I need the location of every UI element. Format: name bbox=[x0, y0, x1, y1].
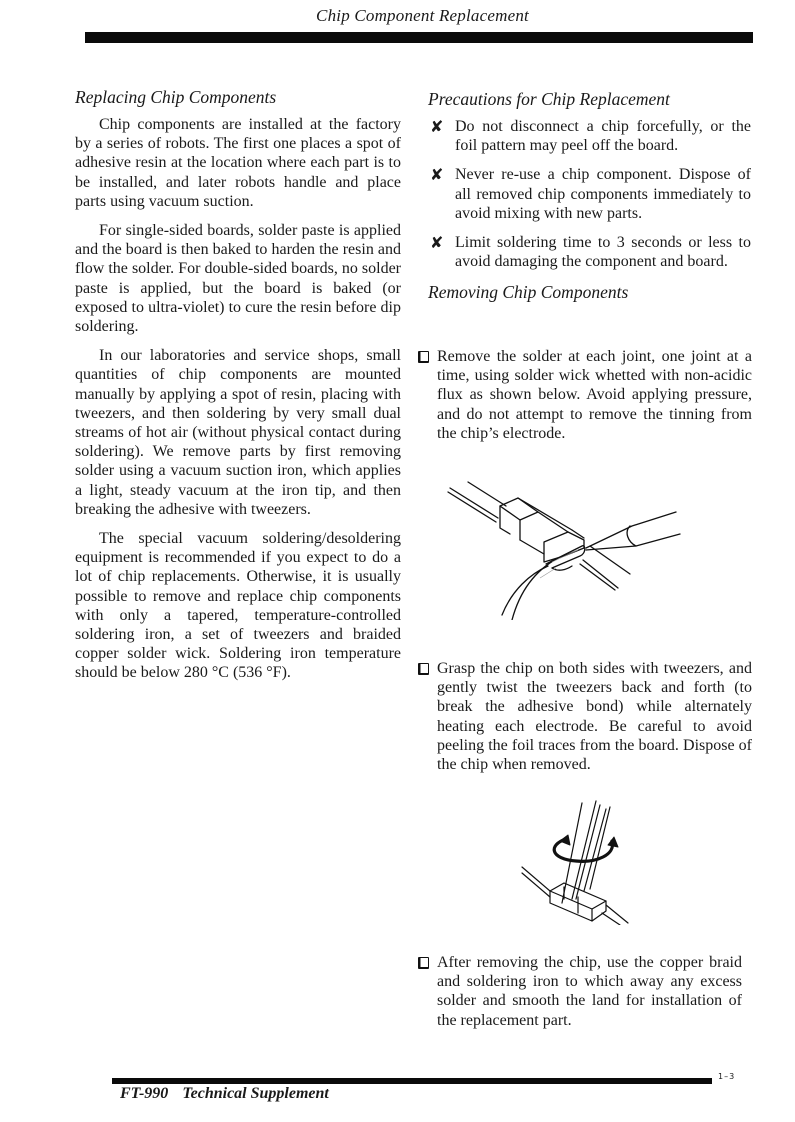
foil-trace-line bbox=[448, 492, 496, 522]
solder-wick-edge bbox=[502, 566, 548, 615]
tweezers-twist-illustration bbox=[520, 795, 630, 925]
chip-top-edge bbox=[518, 498, 572, 530]
precaution-text: Never re-use a chip component. Dispose of all removed chip components immediately to avoid mixing with new parts. bbox=[455, 166, 751, 222]
checkbox-icon bbox=[418, 957, 429, 969]
removal-step-text: Grasp the chip on both sides with tweezers, and gently twist the tweezers back and forth (to break the adhesive bond) while alternately heating each electrode. Be careful to avoid peeling the foil traces from the board. Dispose of the chip when removed. bbox=[437, 660, 752, 774]
left-column bbox=[75, 86, 401, 693]
removal-step-text: After removing the chip, use the copper braid and soldering iron to which away any excess solder and smooth the land for installation of the replacement part. bbox=[437, 954, 742, 1029]
removal-step bbox=[418, 659, 752, 774]
running-header bbox=[0, 6, 795, 26]
footer-doc-title: Technical Supplement bbox=[182, 1085, 329, 1102]
removal-step-text: Remove the solder at each joint, one joint at a time, using solder wick whetted with non-acidic flux as shown below. Avoid applying pressure, and do not attempt to remove the tinning from the chip’s electrode. bbox=[437, 348, 752, 442]
paragraph: For single-sided boards, solder paste is applied and the board is then baked to harden the resin and flow the solder. For double-sided boards, no solder paste is applied, but the board is baked (or exposed to ultra-violet) to cure the resin before dip soldering. bbox=[75, 222, 401, 336]
removal-step bbox=[418, 347, 752, 443]
precaution-text: Do not disconnect a chip forcefully, or the foil pattern may peel off the board. bbox=[455, 118, 751, 155]
foil-trace-line bbox=[450, 488, 498, 518]
soldering-iron-edge bbox=[586, 534, 680, 550]
x-mark-icon: ✘ bbox=[430, 117, 444, 136]
precaution-item bbox=[428, 165, 751, 223]
x-mark-icon: ✘ bbox=[430, 165, 444, 185]
checkbox-icon bbox=[418, 351, 429, 363]
chip-end-top bbox=[500, 498, 538, 520]
solder-wick-edge bbox=[512, 558, 558, 620]
foil-trace-line bbox=[522, 867, 550, 891]
solder-wick-illustration bbox=[440, 470, 690, 620]
precaution-item bbox=[428, 117, 751, 155]
page-number: 1–3 bbox=[718, 1072, 736, 1081]
footer-rule bbox=[112, 1078, 712, 1084]
header-rule bbox=[85, 32, 753, 43]
chip-bottom-edge bbox=[520, 540, 544, 554]
precaution-text: Limit soldering time to 3 seconds or less to avoid damaging the component and board. bbox=[455, 234, 751, 271]
precaution-item bbox=[428, 233, 751, 271]
paragraph: Chip components are installed at the factory by a series of robots. The first one places a spot of adhesive resin at the location where each part is to be installed, and later robots handle and place parts using vacuum suction. bbox=[75, 116, 401, 210]
x-mark-icon: ✘ bbox=[430, 233, 444, 253]
section-heading-removing: Removing Chip Components bbox=[428, 282, 629, 303]
removal-step bbox=[418, 953, 742, 1030]
paragraph: In our laboratories and service shops, small quantities of chip components are mounted manually by applying a spot of resin, placing with tweezers, and then soldering by very small dual streams of hot air (without physical contact during soldering). We remove parts by first removing solder using a vacuum suction iron, which applies a light, steady vacuum at the iron tip, and then breaking the adhesive with tweezers. bbox=[75, 347, 401, 518]
footer-title bbox=[120, 1085, 329, 1103]
footer-model: FT-990 bbox=[120, 1085, 169, 1102]
paragraph: The special vacuum soldering/desoldering equipment is recommended if you expect to do a lot of chip replacements. Otherwise, it is usually possible to remove and replace chip components with only a tapered, temperature-controlled soldering iron, a set of tweezers and braided copper solder wick. Soldering iron temperature should be below 280 °C (536 °F). bbox=[75, 530, 401, 682]
running-header-title: Chip Component Replacement bbox=[316, 6, 529, 25]
precautions-list bbox=[428, 117, 751, 271]
tweezers-arm bbox=[572, 801, 596, 899]
section-heading-replacing: Replacing Chip Components bbox=[75, 87, 277, 107]
foil-trace-line bbox=[606, 905, 628, 923]
foil-trace-line bbox=[583, 560, 618, 588]
checkbox-icon bbox=[418, 663, 429, 675]
section-heading-precautions: Precautions for Chip Replacement bbox=[428, 89, 670, 109]
right-column bbox=[428, 88, 751, 310]
